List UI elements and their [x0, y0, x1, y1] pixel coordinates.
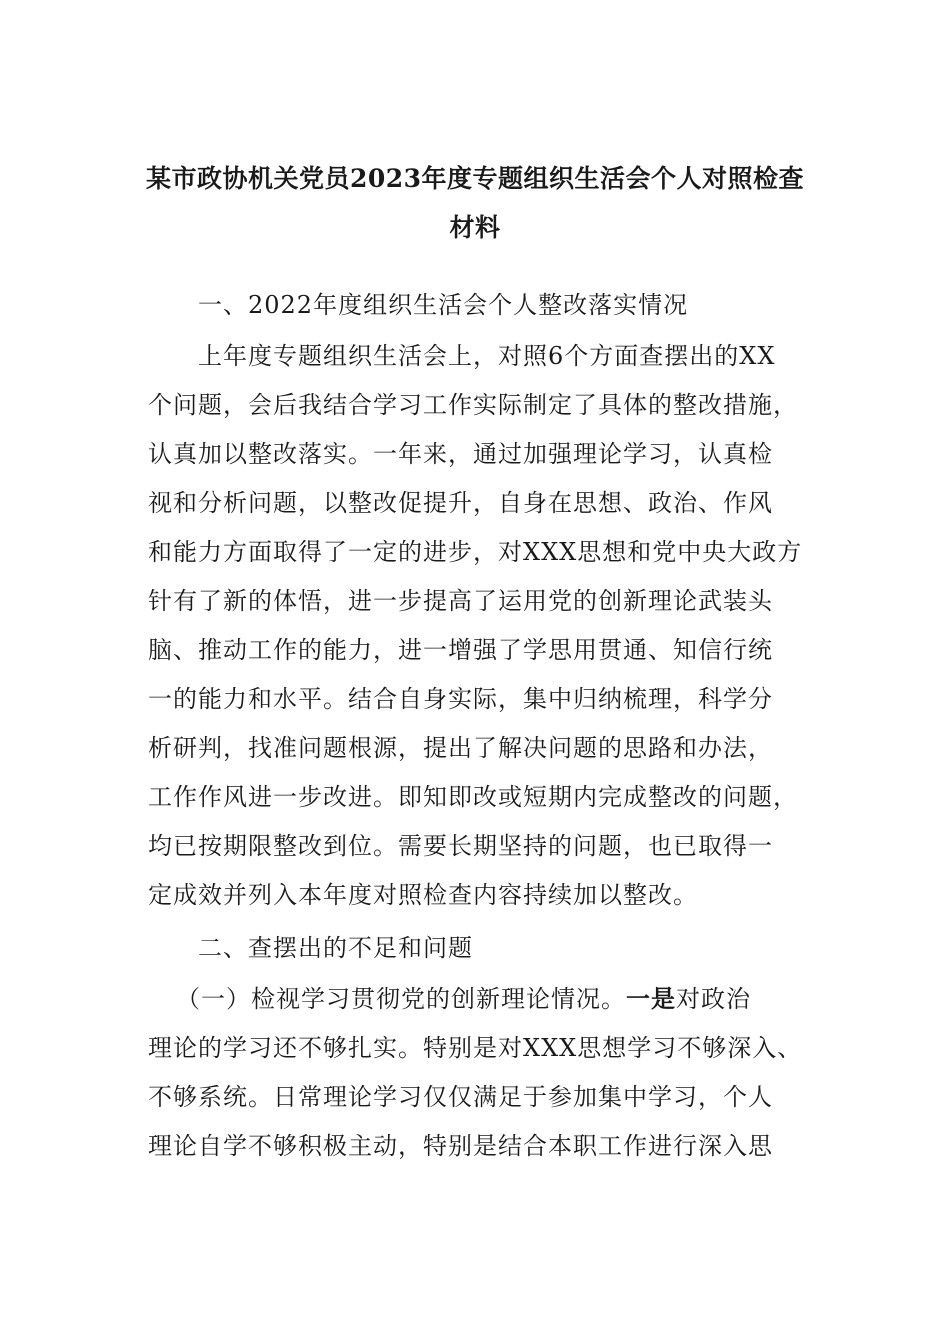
paragraph-2-prefix: （一）检视学习贯彻党的创新理论情况。 — [176, 985, 626, 1013]
paragraph-1-line-1: 上年度专题组织生活会上，对照6个方面查摆出的XX — [198, 342, 776, 370]
paragraph-2-line-3: 不够系统。日常理论学习仅仅满足于参加集中学习，个人 — [148, 1083, 773, 1111]
document-title-line-2: 材料 — [449, 213, 501, 242]
paragraph-2-line-2: 理论的学习还不够扎实。特别是对XXX思想学习不够深入、 — [148, 1034, 803, 1062]
paragraph-1-line-9: 析研判，找准问题根源，提出了解决问题的思路和办法， — [148, 734, 773, 762]
document-title-line-1: 某市政协机关党员2023年度专题组织生活会个人对照检查 — [145, 164, 805, 193]
section-heading-1: 一、2022年度组织生活会个人整改落实情况 — [198, 291, 689, 319]
paragraph-1-line-4: 视和分析问题，以整改促提升，自身在思想、政治、作风 — [148, 489, 773, 517]
paragraph-2-emphasis: 一是 — [626, 984, 676, 1013]
paragraph-1-line-12: 定成效并列入本年度对照检查内容持续加以整改。 — [148, 881, 698, 909]
paragraph-1-line-10: 工作作风进一步改进。即知即改或短期内完成整改的问题， — [148, 783, 798, 811]
paragraph-2-suffix: 对政治 — [676, 985, 751, 1013]
paragraph-2-line-4: 理论自学不够积极主动，特别是结合本职工作进行深入思 — [148, 1132, 773, 1160]
paragraph-1-line-3: 认真加以整改落实。一年来，通过加强理论学习，认真检 — [148, 440, 773, 468]
paragraph-1-line-5: 和能力方面取得了一定的进步，对XXX思想和党中央大政方 — [148, 538, 803, 566]
paragraph-2-line-1 — [176, 984, 751, 1014]
section-heading-2: 二、查摆出的不足和问题 — [198, 934, 473, 962]
paragraph-1-line-6: 针有了新的体悟，进一步提高了运用党的创新理论武装头 — [148, 587, 773, 615]
paragraph-1-line-2: 个问题，会后我结合学习工作实际制定了具体的整改措施， — [148, 391, 798, 419]
paragraph-1-line-11: 均已按期限整改到位。需要长期坚持的问题，也已取得一 — [148, 832, 773, 860]
paragraph-1-line-7: 脑、推动工作的能力，进一增强了学思用贯通、知信行统 — [148, 636, 773, 664]
paragraph-1-line-8: 一的能力和水平。结合自身实际，集中归纳梳理，科学分 — [148, 685, 773, 713]
